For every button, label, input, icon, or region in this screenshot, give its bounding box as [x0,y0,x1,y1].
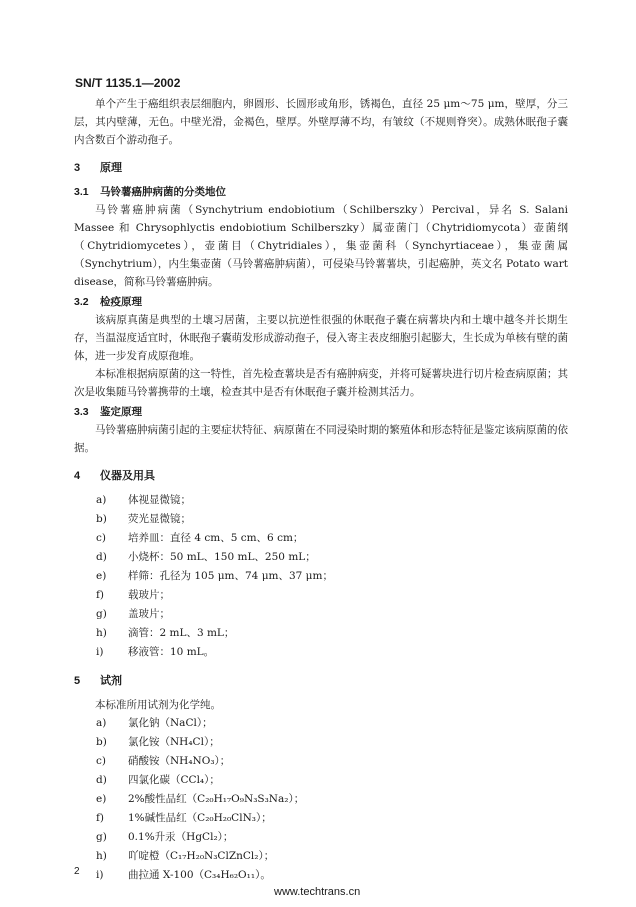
section-3-2-paragraph-1: 该病原真菌是典型的土壤习居菌，主要以抗逆性很强的休眠孢子囊在病薯块内和土壤中越冬并长期生存，当温湿度适宜时，休眠孢子囊萌发形成游动孢子，侵入寄主表皮细胞引起膨大，生长成为单核有壁的菌体，进一步发育成原孢堆。 [74,314,568,362]
section-3-2-paragraph-2: 本标准根据病原菌的这一特性，首先检查薯块是否有癌肿病变，并将可疑薯块进行切片检查病原菌；其次是收集随马铃薯携带的土壤，检查其中是否有休眠孢子囊并检测其活力。 [74,368,568,398]
section-title: 原理 [100,162,122,174]
list-item: h) 吖啶橙（C₁₇H₂₀N₃ClZnCl₂）； [96,850,275,862]
intro-paragraph: 单个产生于癌组织表层细胞内，卵圆形、长圆形或角形，锈褐色，直径 25 μm～75 μm，壁厚，分三层，其内壁薄，无色。中壁光滑，金褐色，壁厚。外壁厚薄不均，有皱纹（不规则脊突）。成熟休眠孢子囊内含数百个游动孢子。 [74,98,568,146]
section-3-3-paragraph: 马铃薯癌肿病菌引起的主要症状特征、病原菌在不同浸染时期的繁殖体和形态特征是鉴定该病原菌的依据。 [74,424,568,454]
subsection-title: 马铃薯癌肿病菌的分类地位 [100,186,226,198]
list-item: c) 硝酸铵（NH₄NO₃）； [96,755,231,767]
subsection-title: 检疫原理 [100,296,142,308]
list-item: a) 体视显微镜； [96,494,191,506]
page-number: 2 [74,866,80,877]
section-3-2-heading [74,293,568,311]
list-item: b) 氯化铵（NH₄Cl）； [96,736,220,748]
subsection-title: 鉴定原理 [100,406,142,418]
reagent-list [74,714,568,885]
list-item: g) 0.1%升汞（HgCl₂）； [96,831,234,843]
list-item: h) 滴管：2 mL、3 mL； [96,627,235,639]
section-title: 仪器及用具 [100,470,155,482]
subsection-number: 3.2 [74,296,89,308]
document-code-header: SN/T 1135.1—2002 [75,76,181,90]
list-item: i) 移液管：10 mL。 [96,646,215,658]
section-number: 4 [74,470,81,482]
list-item: d) 四氯化碳（CCl₄）； [96,774,220,786]
list-item: c) 培养皿：直径 4 cm、5 cm、6 cm； [96,532,304,544]
list-item: e) 样筛：孔径为 105 μm、74 μm、37 μm； [96,570,333,582]
list-item: i) 曲拉通 X-100（C₃₄H₆₂O₁₁）。 [96,869,271,881]
list-item: d) 小烧杯：50 mL、150 mL、250 mL； [96,551,316,563]
equipment-list [74,491,568,662]
section-4-heading [74,467,568,485]
section-number: 3 [74,162,81,174]
section-5-intro: 本标准所用试剂为化学纯。 [95,699,221,711]
list-item: e) 2%酸性品红（C₂₀H₁₇O₉N₃S₃Na₂）； [96,793,305,805]
section-3-heading [74,159,568,177]
subsection-number: 3.1 [74,186,89,198]
subsection-number: 3.3 [74,406,89,418]
list-item: b) 荧光显微镜； [96,513,191,525]
section-3-1-paragraph: 马铃薯癌肿病菌（Synchytrium endobiotium（Schilberszky）Percival，异名 S. Salani Massee 和 Chrysophlyctis endobiotium Schilberszky）属壶菌门（Chytridiomycota）壶菌纲（Chytridiomycetes），壶菌目（Chytridiales），集壶菌科（Synchyrtiaceae），集壶菌属（Synchytrium），内生集壶菌（马铃薯癌肿病菌），可侵染马铃薯薯块，引起癌肿，英文名 Potato wart disease，简称马铃薯癌肿病。 [74,204,568,288]
section-title: 试剂 [100,675,122,687]
list-item: g) 盖玻片； [96,608,170,620]
document-body [74,95,568,885]
list-item: a) 氯化钠（NaCl）； [96,717,213,729]
list-item: f) 载玻片； [96,589,170,601]
section-number: 5 [74,675,81,687]
section-3-1-heading [74,183,568,201]
section-5-heading [74,672,568,690]
section-3-3-heading [74,403,568,421]
list-item: f) 1%碱性品红（C₂₀H₂₀ClN₃）； [96,812,272,824]
footer-url: www.techtrans.cn [274,886,361,898]
